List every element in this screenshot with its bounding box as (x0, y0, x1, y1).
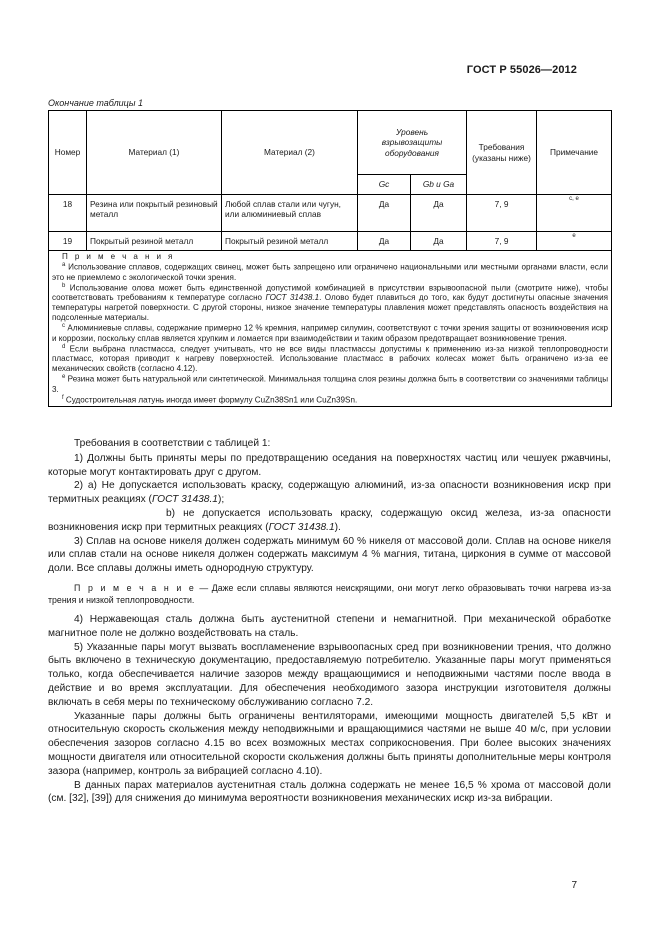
header-material-2: Материал (2) (222, 111, 358, 195)
row-material-2: Любой сплав стали или чугун, или алюминиевый сплав (222, 195, 358, 232)
requirement-1: 1) Должны быть приняты меры по предотвращению оседания на поверхностях частиц или чешуек ржавчины, которые могут контактировать друг с другом. (48, 452, 611, 478)
row-number: 18 (49, 195, 87, 232)
note-a: $^a$ Использование сплавов, содержащих свинец, может быть запрещено или ограничено национальными или местными органами власти, если это не приемлемо с экологической точки зрения. (52, 261, 609, 282)
table-notes-row (49, 251, 612, 407)
row-note-cell (537, 232, 612, 251)
table-row (49, 232, 612, 251)
header-protection-level: Уровень взрывозащиты оборудования (358, 111, 467, 175)
table-caption: Окончание таблицы 1 (48, 98, 143, 108)
note-d: $^d$ Если выбрана пластмасса, следует учитывать, что не все виды пластмассы допустимы к применению из-за низкой теплопроводности пластмасс, которая приводит к нагреву поверхностей. Использование пластмасс в рабочих колесах может быть ограничено из-за ее механических свойств (согласно 4.12). (52, 343, 609, 374)
note-f: $^f$ Судостроительная латунь иногда имеет формулу CuZn38Sn1 или CuZn39Sn. (62, 394, 358, 405)
requirement-2b: b) не допускается использовать краску, содержащую оксид железа, из-за опасности возникновения искр при термитных реакциях (ГОСТ 31438.1). (48, 507, 611, 533)
requirement-4: 4) Нержавеющая сталь должна быть аустенитной степени и немагнитной. При механической обработке магнитное поле не должно воздействовать на сталь. (48, 613, 611, 639)
header-gc: Gc (358, 175, 411, 195)
row-requirements: 7, 9 (467, 195, 537, 232)
row-gb-ga: Да (411, 232, 467, 251)
row-note: e (572, 233, 576, 240)
materials-table (48, 110, 612, 407)
row-number: 19 (49, 232, 87, 251)
row-material-1: Резина или покрытый резиновый металл (87, 195, 222, 232)
paragraph-austenitic: В данных парах материалов аустенитная сталь должна содержать не менее 16,5 % хрома от массовой доли (см. [32], [39]) для снижения до минимума вероятности возникновения механических искр из-за вибрации. (48, 779, 611, 805)
table-row (49, 195, 612, 232)
header-note: Примечание (537, 111, 612, 195)
body-text (48, 437, 611, 806)
body-note: П р и м е ч а н и е — Даже если сплавы являются неискрящими, они могут легко образовывать точки нагрева из-за трения и низкой теплопроводности. (48, 582, 611, 606)
row-gc: Да (358, 195, 411, 232)
note-e: $^e$ Резина может быть натуральной или синтетической. Минимальная толщина слоя резины должна быть в соответствии со значениями таблицы 3. (52, 374, 609, 394)
requirements-intro: Требования в соответствии с таблицей 1: (74, 438, 271, 449)
row-material-2: Покрытый резиной металл (222, 232, 358, 251)
row-gc: Да (358, 232, 411, 251)
row-note: c, e (569, 196, 579, 203)
document-id: ГОСТ Р 55026—2012 (466, 64, 577, 76)
page-number: 7 (571, 880, 577, 891)
note-b: $^b$ Использование олова может быть единственной допустимой комбинацией в присутствии взрывоопасной пыли (смотрите ниже), чтобы соответствовать требованиям к температуре согласно ГОСТ 31438.1. Олово будет плавиться до того, как будут достигнуты опасные значения температуры нагретой поверхности. С другой стороны, низкое значение температуры плавления может представлять опасность воздействия на подсоленные материалы. (52, 282, 609, 323)
table-header-row (49, 111, 612, 175)
table-notes (49, 251, 612, 407)
paragraph-fans: Указанные пары должны быть ограничены вентиляторами, имеющими мощность двигателей 5,5 кВт и относительную скорость скольжения между неподвижными и вращающимися частями не выше 40 м/с, при условии обеспечения зазоров согласно 4.15 во всех возможных местах соприкосновения. При более высоких значениях мощности двигателя или относительной скорости скольжения должны быть приняты дополнительные меры контроля зазора (например, контроль за вибрацией согласно 4.10). (48, 710, 611, 777)
row-note-cell (537, 195, 612, 232)
row-gb-ga: Да (411, 195, 467, 232)
requirement-2a: 2) а) Не допускается использовать краску, содержащую алюминий, из-за опасности возникновения искр при термитных реакциях (ГОСТ 31438.1); (48, 480, 611, 506)
requirement-5: 5) Указанные пары могут вызвать воспламенение взрывоопасных сред при возникновении трения, что должно быть включено в техническую документацию, предоставляемую потребителю. Указанные пары могут применяться только, когда обеспечивается наличие зазоров между вращающимися и неподвижными частями после ввода в действие и во время эксплуатации. Для обеспечения необходимого зазора инструкции изготовителя должны включать в себя меры по техническому обслуживанию согласно 7.2. (48, 641, 611, 708)
row-requirements: 7, 9 (467, 232, 537, 251)
requirement-3: 3) Сплав на основе никеля должен содержать минимум 60 % никеля от массовой доли. Сплав на основе никеля или сплав стали на основе никеля должен содержать максимум 4 % магния, титана, циркония в сумме от массовой доли. Все сплавы должны иметь однородную структуру. (48, 535, 611, 575)
header-material-1: Материал (1) (87, 111, 222, 195)
header-requirements: Требования (указаны ниже) (467, 111, 537, 195)
row-material-1: Покрытый резиной металл (87, 232, 222, 251)
header-number: Номер (49, 111, 87, 195)
notes-title: П р и м е ч а н и я (62, 252, 175, 261)
note-c: $^c$ Алюминиевые сплавы, содержание примерно 12 % кремния, например силумин, соответствуют с точки зрения защиты от возникновения искр и коррозии, поскольку сплав является хрупким и ломается при взаимодействии и таким образом предотвращает возникновение трения. (52, 323, 609, 343)
header-gb-ga: Gb и Ga (411, 175, 467, 195)
